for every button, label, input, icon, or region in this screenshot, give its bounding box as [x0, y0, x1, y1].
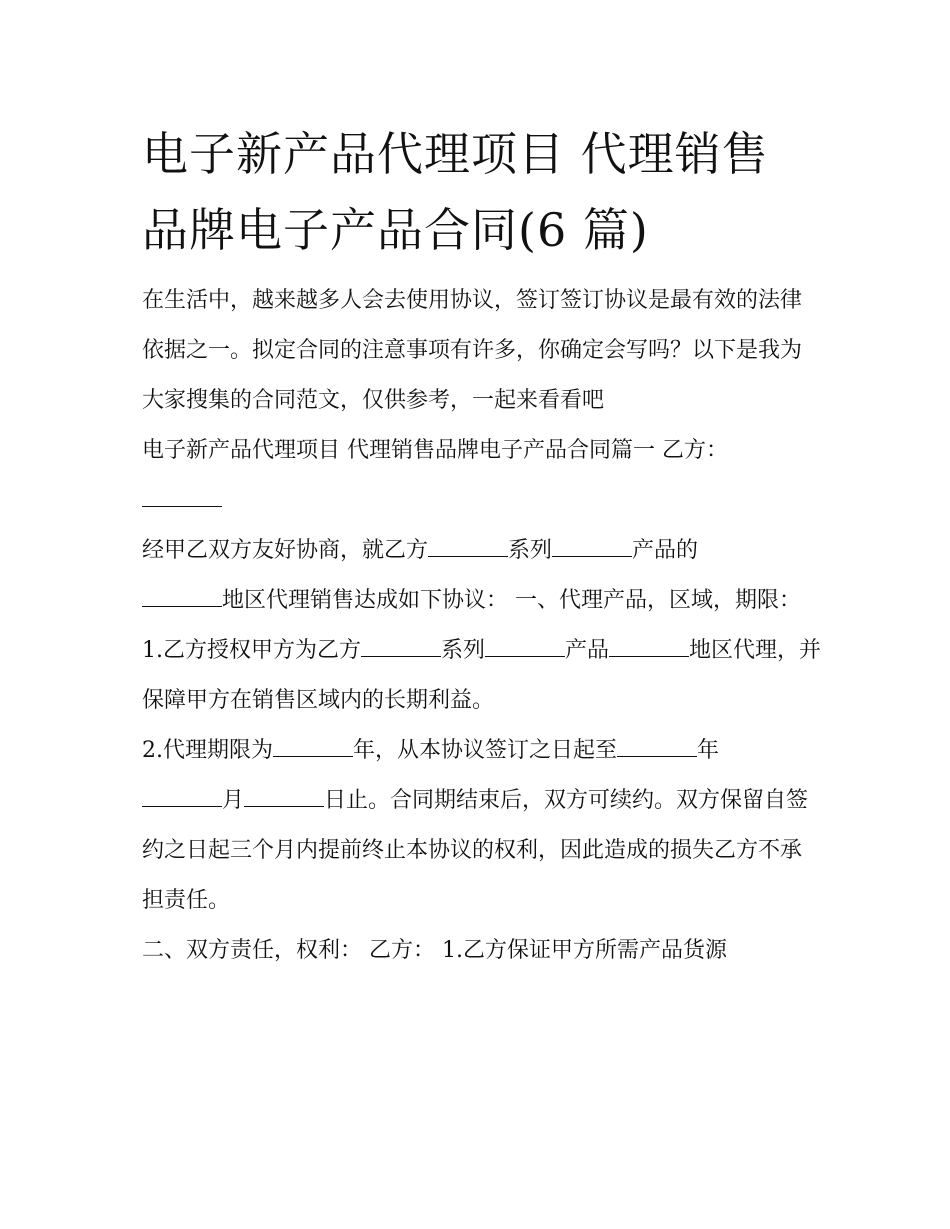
text-run: 产品: [565, 638, 610, 663]
title-line-1: 电子新产品代理项目 代理销售: [142, 127, 769, 181]
title-line-2: 品牌电子产品合同(6 篇): [142, 203, 649, 257]
blank-line: [428, 555, 508, 557]
responsibilities-paragraph: 二、双方责任，权利： 乙方： 1.乙方保证甲方所需产品货源: [142, 938, 727, 963]
section-heading-paragraph: [142, 426, 822, 526]
blank-line: [273, 755, 353, 757]
text-run: 系列: [508, 538, 553, 563]
blank-line: [617, 755, 697, 757]
intro-paragraph: 在生活中，越来越多人会去使用协议，签订签订协议是最有效的法律依据之一。拟定合同的注意事项有许多，你确定会写吗？以下是我为大家搜集的合同范文，仅供参考，一起来看看吧: [142, 288, 803, 413]
blank-line: [142, 805, 222, 807]
agreement-paragraph: [142, 526, 822, 626]
text-run: 系列: [441, 638, 486, 663]
blank-line: [485, 655, 565, 657]
blank-line: [244, 805, 324, 807]
text-run: 产品的: [632, 538, 699, 563]
text-run: 日止。合同期结束后，双方可续约。双方保留自签约之日起三个月内提前终止本协议的权利，因此造成的损失乙方不承担责任。: [142, 788, 809, 913]
clause-1-paragraph: [142, 626, 822, 726]
clause-2-paragraph: [142, 726, 822, 926]
text-run: 经甲乙双方友好协商，就乙方: [142, 538, 429, 563]
text-run: 地区代理销售达成如下协议： 一、代理产品，区域，期限：: [222, 588, 801, 613]
document-body: [142, 276, 822, 976]
document-title: [142, 116, 822, 268]
text-run: 地区代理，并保障甲方在销售区域内的长期利益。: [142, 638, 822, 713]
text-run: 年，从本协议签订之日起至: [353, 738, 618, 763]
blank-line: [361, 655, 441, 657]
section-heading: 电子新产品代理项目 代理销售品牌电子产品合同篇一 乙方：: [142, 438, 728, 463]
text-run: 年: [697, 738, 720, 763]
blank-line: [552, 555, 632, 557]
text-run: 2.代理期限为: [142, 738, 273, 763]
text-run: 1.乙方授权甲方为乙方: [142, 638, 361, 663]
blank-line: [609, 655, 689, 657]
text-run: 月: [222, 788, 245, 813]
blank-line: [142, 505, 222, 507]
blank-line: [142, 605, 222, 607]
